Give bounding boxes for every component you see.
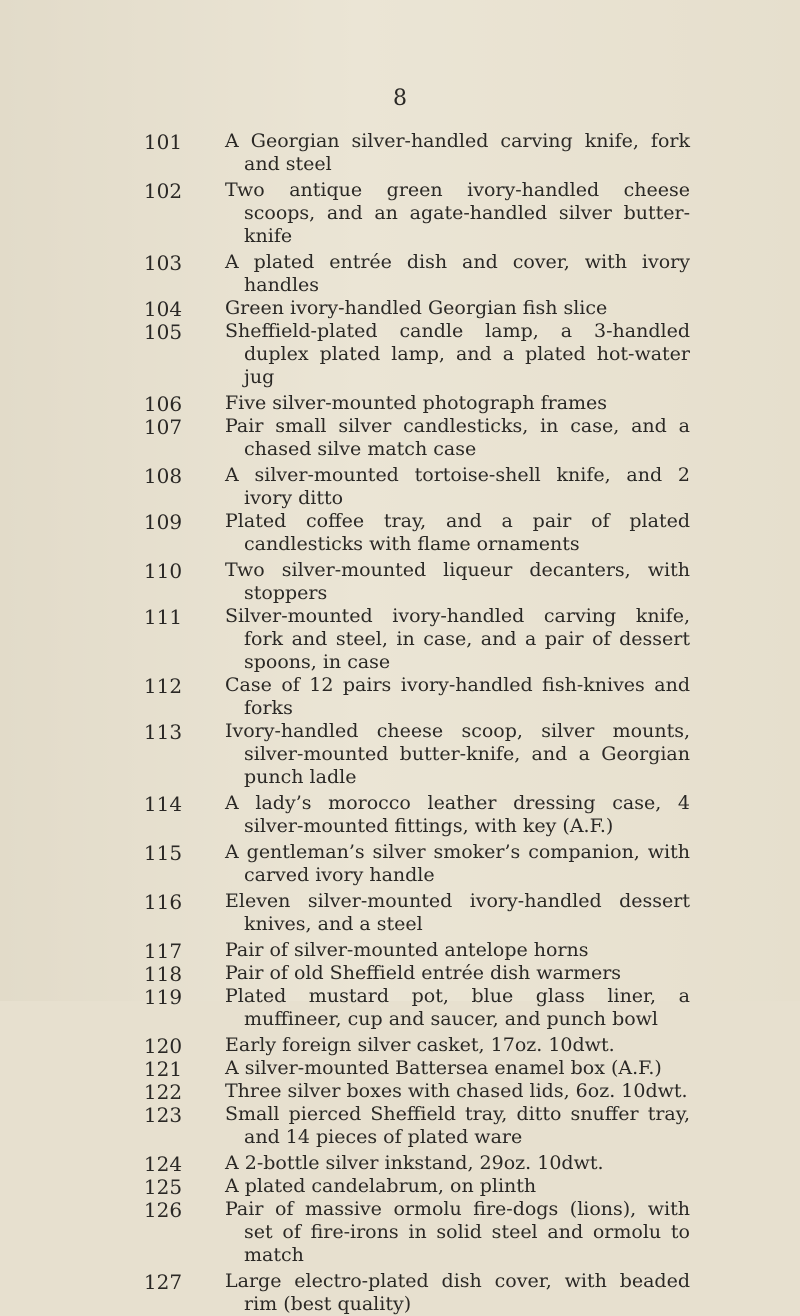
- lot-number: 102: [143, 179, 183, 203]
- lot-118: [0, 962, 800, 985]
- lot-description: Plated mustard pot, blue glass liner, a muffineer, cup and saucer, and punch bowl: [225, 985, 690, 1030]
- lot-description: Case of 12 pairs ivory-handled fish-knives and forks: [225, 674, 690, 719]
- lot-101: [0, 130, 800, 176]
- lot-number: 121: [143, 1057, 183, 1081]
- lot-120: [0, 1034, 800, 1057]
- lot-124: [0, 1152, 800, 1175]
- lot-number: 103: [143, 251, 183, 275]
- lot-115: [0, 841, 800, 887]
- lot-description: Pair small silver candlesticks, in case, and a chased silve match case: [225, 415, 690, 460]
- lot-number: 114: [143, 792, 183, 816]
- lot-number: 118: [143, 962, 183, 986]
- lot-number: 104: [143, 297, 183, 321]
- lot-description: Pair of silver-mounted antelope horns: [225, 939, 589, 961]
- lot-number: 123: [143, 1103, 183, 1127]
- lot-109: [0, 510, 800, 556]
- lot-number: 106: [143, 392, 183, 416]
- lot-number: 122: [143, 1080, 183, 1104]
- lot-117: [0, 939, 800, 962]
- lot-description: Sheffield-plated candle lamp, a 3-handled duplex plated lamp, and a plated hot-water jug: [225, 320, 690, 388]
- lot-description: A Georgian silver-handled carving knife, fork and steel: [225, 130, 690, 175]
- lot-number: 126: [143, 1198, 183, 1222]
- lot-number: 110: [143, 559, 183, 583]
- lot-number: 124: [143, 1152, 183, 1176]
- lot-description: Green ivory-handled Georgian fish slice: [225, 297, 608, 319]
- lot-103: [0, 251, 800, 297]
- lot-description: A plated candelabrum, on plinth: [225, 1175, 537, 1197]
- lot-113: [0, 720, 800, 789]
- lot-description: A lady’s morocco leather dressing case, 4 silver-mounted fittings, with key (A.F.): [225, 792, 690, 837]
- lot-126: [0, 1198, 800, 1267]
- lot-description: Two silver-mounted liqueur decanters, with stoppers: [225, 559, 690, 604]
- lot-number: 127: [143, 1270, 183, 1294]
- lot-number: 111: [143, 605, 183, 629]
- lot-119: [0, 985, 800, 1031]
- lot-description: Three silver boxes with chased lids, 6oz. 10dwt.: [225, 1080, 688, 1102]
- lot-114: [0, 792, 800, 838]
- lot-description: Small pierced Sheffield tray, ditto snuffer tray, and 14 pieces of plated ware: [225, 1103, 690, 1148]
- lot-number: 113: [143, 720, 183, 744]
- lot-number: 112: [143, 674, 183, 698]
- lot-number: 120: [143, 1034, 183, 1058]
- lot-number: 108: [143, 464, 183, 488]
- lot-number: 117: [143, 939, 183, 963]
- lot-122: [0, 1080, 800, 1103]
- lot-121: [0, 1057, 800, 1080]
- lot-111: [0, 605, 800, 674]
- lot-number: 105: [143, 320, 183, 344]
- lot-description: A silver-mounted tortoise-shell knife, and 2 ivory ditto: [225, 464, 690, 509]
- lot-110: [0, 559, 800, 605]
- lot-107: [0, 415, 800, 461]
- lot-description: Early foreign silver casket, 17oz. 10dwt.: [225, 1034, 615, 1056]
- lot-description: Large electro-plated dish cover, with beaded rim (best quality): [225, 1270, 690, 1315]
- lot-108: [0, 464, 800, 510]
- lot-125: [0, 1175, 800, 1198]
- lot-description: Silver-mounted ivory-handled carving knife, fork and steel, in case, and a pair of dessert spoons, in case: [225, 605, 690, 673]
- lot-123: [0, 1103, 800, 1149]
- lot-list: [0, 130, 800, 1316]
- lot-number: 109: [143, 510, 183, 534]
- lot-description: A silver-mounted Battersea enamel box (A.F.): [225, 1057, 662, 1079]
- lot-116: [0, 890, 800, 936]
- lot-description: Plated coffee tray, and a pair of plated candlesticks with flame ornaments: [225, 510, 690, 555]
- lot-104: [0, 297, 800, 320]
- lot-number: 119: [143, 985, 183, 1009]
- lot-description: A plated entrée dish and cover, with ivory handles: [225, 251, 690, 296]
- lot-number: 115: [143, 841, 183, 865]
- lot-description: A 2-bottle silver inkstand, 29oz. 10dwt.: [225, 1152, 604, 1174]
- lot-number: 107: [143, 415, 183, 439]
- lot-description: A gentleman’s silver smoker’s companion, with carved ivory handle: [225, 841, 690, 886]
- lot-number: 125: [143, 1175, 183, 1199]
- lot-description: Eleven silver-mounted ivory-handled dessert knives, and a steel: [225, 890, 690, 935]
- lot-112: [0, 674, 800, 720]
- lot-106: [0, 392, 800, 415]
- lot-description: Ivory-handled cheese scoop, silver mounts, silver-mounted butter-knife, and a Georgian punch ladle: [225, 720, 690, 788]
- lot-number: 101: [143, 130, 183, 154]
- lot-description: Five silver-mounted photograph frames: [225, 392, 608, 414]
- lot-105: [0, 320, 800, 389]
- lot-description: Two antique green ivory-handled cheese scoops, and an agate-handled silver butter-knife: [225, 179, 690, 247]
- lot-description: Pair of old Sheffield entrée dish warmers: [225, 962, 622, 984]
- page-number: 8: [393, 86, 407, 111]
- lot-description: Pair of massive ormolu fire-dogs (lions), with set of fire-irons in solid steel and ormolu to match: [225, 1198, 690, 1266]
- lot-102: [0, 179, 800, 248]
- lot-127: [0, 1270, 800, 1316]
- lot-number: 116: [143, 890, 183, 914]
